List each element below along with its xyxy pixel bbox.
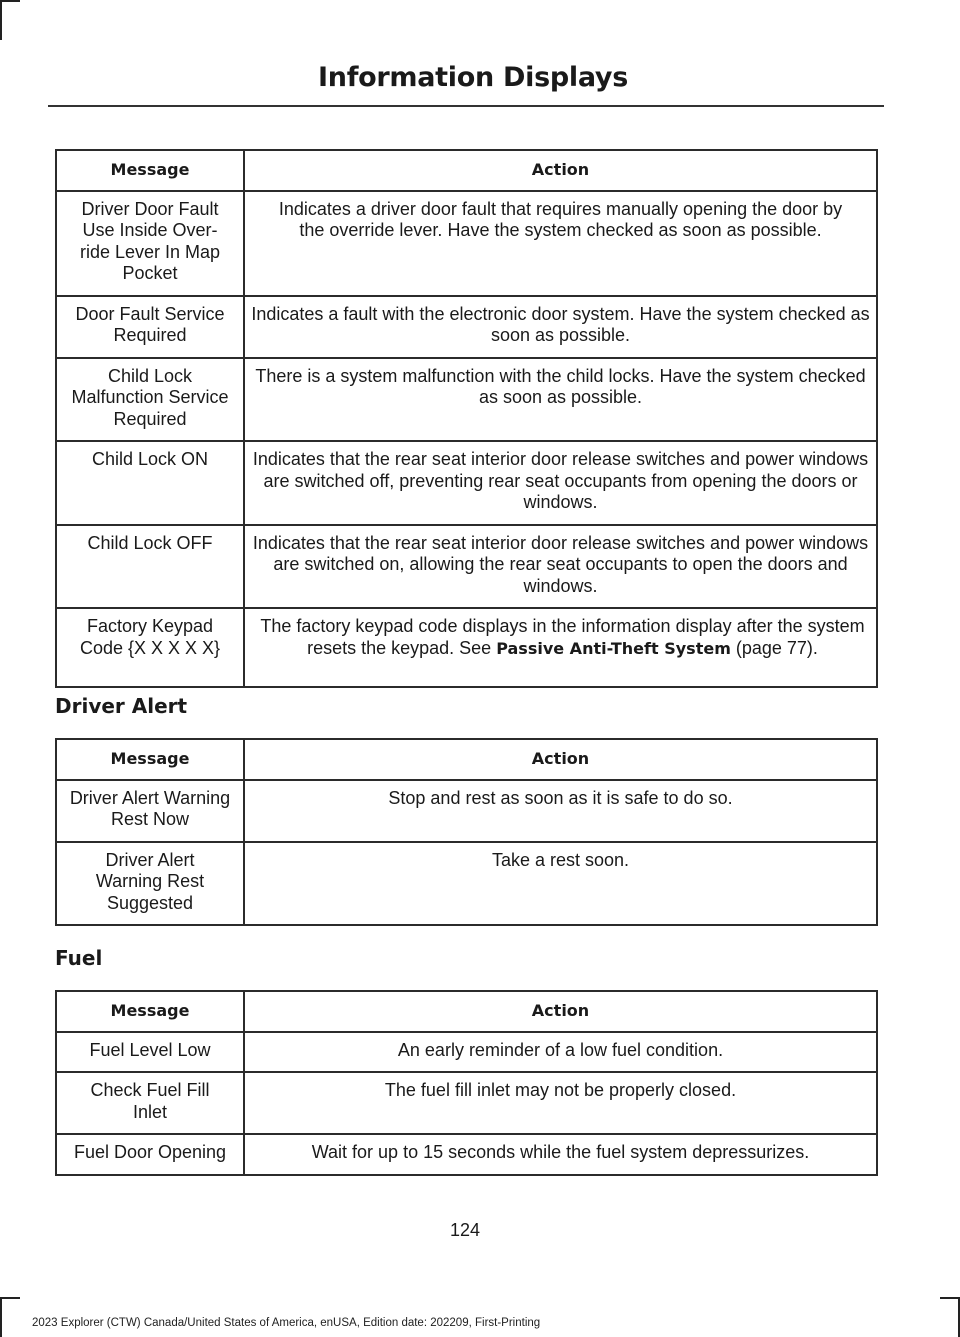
action-cell: An early reminder of a low fuel condition. bbox=[244, 1032, 877, 1073]
action-cell: Take a rest soon. bbox=[244, 842, 877, 926]
table-row bbox=[56, 525, 877, 609]
title-divider bbox=[48, 105, 884, 107]
section-heading-fuel: Fuel bbox=[55, 946, 103, 970]
action-cell: Indicates that the rear seat interior door release switches and power windows are switched on, allowing the rear seat occupants to open the doors and windows. bbox=[244, 525, 877, 609]
action-cell: There is a system malfunction with the child locks. Have the system checked as soon as possible. bbox=[244, 358, 877, 442]
table-row bbox=[56, 358, 877, 442]
page-number: 124 bbox=[449, 1220, 481, 1240]
column-header-action: Action bbox=[244, 739, 877, 780]
message-cell: Child Lock OFF bbox=[56, 525, 244, 609]
table-row bbox=[56, 296, 877, 358]
table-row bbox=[56, 608, 877, 687]
column-header-action: Action bbox=[244, 150, 877, 191]
crop-mark bbox=[0, 0, 20, 2]
message-cell: Child Lock ON bbox=[56, 441, 244, 525]
message-cell: Fuel Door Opening bbox=[56, 1134, 244, 1175]
page-title: Information Displays bbox=[318, 62, 628, 93]
messages-table-driver-alert bbox=[55, 738, 878, 926]
action-cell: Indicates a driver door fault that requires manually opening the door by the override lever. Have the system checked as soon as possible. bbox=[244, 191, 877, 296]
message-cell: Fuel Level Low bbox=[56, 1032, 244, 1073]
column-header-message: Message bbox=[56, 991, 244, 1032]
messages-table-doors bbox=[55, 149, 878, 688]
message-cell: Check Fuel Fill Inlet bbox=[56, 1072, 244, 1134]
table-row bbox=[56, 1072, 877, 1134]
table-header-row bbox=[56, 739, 877, 780]
table-header-row bbox=[56, 150, 877, 191]
message-cell: Child Lock Malfunction Service Required bbox=[56, 358, 244, 442]
table-row bbox=[56, 842, 877, 926]
table-row bbox=[56, 191, 877, 296]
action-text: (page 77). bbox=[730, 637, 818, 658]
table-row bbox=[56, 1032, 877, 1073]
crop-mark bbox=[0, 1297, 2, 1337]
action-cell bbox=[244, 608, 877, 687]
action-cell: The fuel fill inlet may not be properly closed. bbox=[244, 1072, 877, 1134]
table-header-row bbox=[56, 991, 877, 1032]
action-cell: Indicates that the rear seat interior door release switches and power windows are switched off, preventing rear seat occupants from opening the doors or windows. bbox=[244, 441, 877, 525]
column-header-message: Message bbox=[56, 150, 244, 191]
message-cell: Driver Alert Warning Rest Suggested bbox=[56, 842, 244, 926]
message-cell: Driver Alert Warning Rest Now bbox=[56, 780, 244, 842]
column-header-message: Message bbox=[56, 739, 244, 780]
table-row bbox=[56, 780, 877, 842]
message-cell: Factory Keypad Code {X X X X X} bbox=[56, 608, 244, 687]
table-row bbox=[56, 1134, 877, 1175]
crop-mark bbox=[0, 1297, 20, 1299]
table-row bbox=[56, 441, 877, 525]
action-cell: Wait for up to 15 seconds while the fuel system depressurizes. bbox=[244, 1134, 877, 1175]
crop-mark bbox=[0, 0, 2, 40]
action-text: The factory keypad code displays in the information display after the system resets the keypad. See bbox=[260, 616, 865, 658]
section-heading-driver-alert: Driver Alert bbox=[55, 694, 188, 718]
cross-reference-link[interactable]: Passive Anti-Theft System bbox=[496, 638, 731, 658]
edition-footer: 2023 Explorer (CTW) Canada/United States of America, enUSA, Edition date: 202209, First-Printing bbox=[32, 1317, 541, 1329]
column-header-action: Action bbox=[244, 991, 877, 1032]
action-cell: Stop and rest as soon as it is safe to do so. bbox=[244, 780, 877, 842]
messages-table-fuel bbox=[55, 990, 878, 1176]
message-cell: Door Fault Service Required bbox=[56, 296, 244, 358]
message-cell: Driver Door Fault Use Inside Over-ride Lever In Map Pocket bbox=[56, 191, 244, 296]
crop-mark bbox=[940, 1297, 960, 1299]
action-cell: Indicates a fault with the electronic door system. Have the system checked as soon as possible. bbox=[244, 296, 877, 358]
